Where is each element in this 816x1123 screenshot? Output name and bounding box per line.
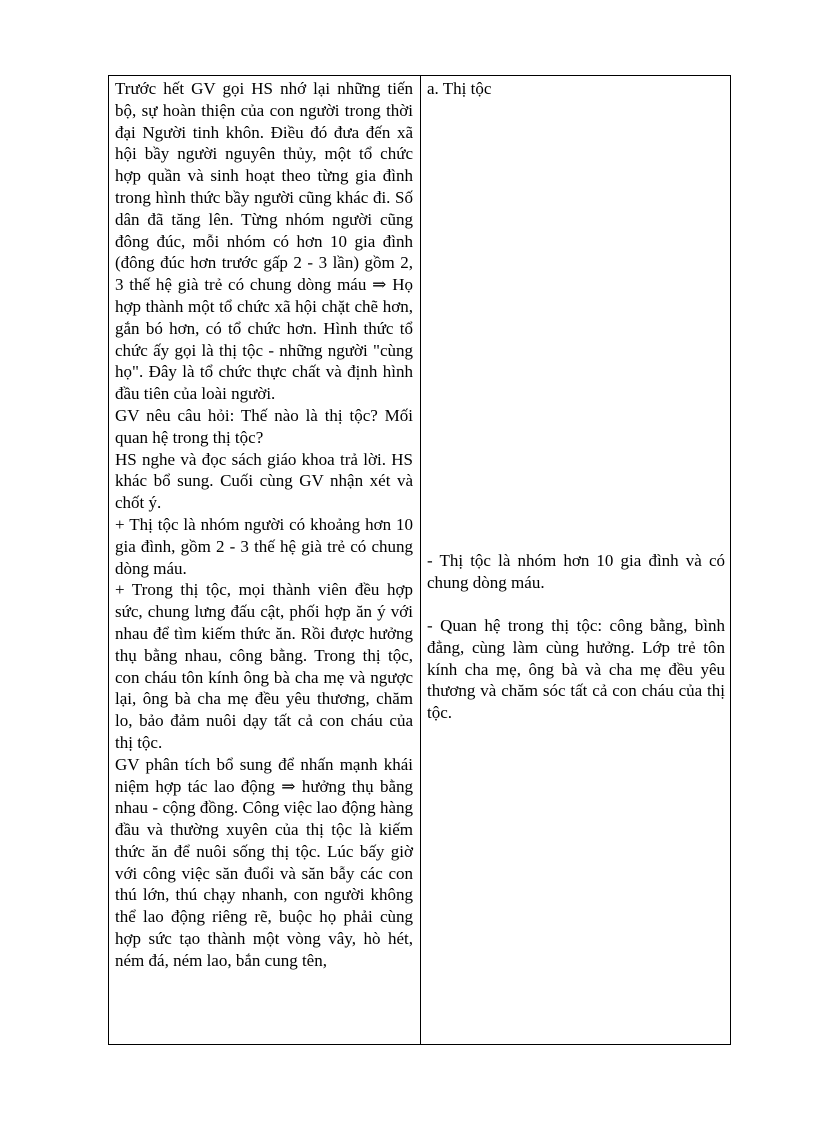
section-heading: a. Thị tộc <box>427 79 492 98</box>
clan-definition-answer: + Thị tộc là nhóm người có khoảng hơn 10 gia đình, gồm 2 - 3 thế hệ già trẻ có chung dòng máu. <box>115 514 413 578</box>
teacher-student-activities-column <box>115 78 413 972</box>
intro-paragraph: Trước hết GV gọi HS nhớ lại những tiến bộ, sự hoàn thiện của con người trong thời đại Người tinh khôn. Điều đó đưa đến xã hội bầy người nguyên thủy, một tổ chức hợp quần và sinh hoạt theo từng gia đình trong hình thức bầy người cũng khác đi. Số dân đã tăng lên. Từng nhóm người cũng đông đúc, mỗi nhóm có hơn 10 gia đình (đông đúc hơn trước gấp 2 - 3 lần) gồm 2, 3 thế hệ già trẻ có chung dòng máu ⇒ Họ hợp thành một tổ chức xã hội chặt chẽ hơn, gắn bó hơn, có tổ chức hơn. Hình thức tổ chức ấy gọi là thị tộc - những người "cùng họ". Đây là tổ chức thực chất và định hình đầu tiên của loài người. <box>115 79 413 404</box>
student-response: HS nghe và đọc sách giáo khoa trả lời. HS khác bổ sung. Cuối cùng GV nhận xét và chốt ý. <box>115 449 413 513</box>
teacher-analysis: GV phân tích bổ sung để nhấn mạnh khái niệm hợp tác lao động ⇒ hưởng thụ bằng nhau - cộng đồng. Công việc lao động hàng đầu và thường xuyên của thị tộc là kiếm thức ăn để nuôi sống thị tộc. Lúc bấy giờ với công việc săn đuổi và săn bẫy các con thú lớn, thú chạy nhanh, con người không thể lao động riêng rẽ, buộc họ phải cùng hợp sức tạo thành một vòng vây, hò hét, ném đá, ném lao, bắn cung tên, <box>115 754 413 970</box>
clan-relations-answer: + Trong thị tộc, mọi thành viên đều hợp sức, chung lưng đấu cật, phối hợp ăn ý với nhau để tìm kiếm thức ăn. Rồi được hưởng thụ bằng nhau, công bằng. Trong thị tộc, con cháu tôn kính ông bà cha mẹ và ngược lại, ông bà cha mẹ đều yêu thương, chăm lo, bảo đảm nuôi dạy tất cả con cháu của thị tộc. <box>115 580 413 752</box>
clan-relations-note: - Quan hệ trong thị tộc: công bằng, bình đẳng, cùng làm cùng hưởng. Lớp trẻ tôn kính cha mẹ, ông bà và cha mẹ đều yêu thương và chăm sóc tất cả con cháu của thị tộc. <box>427 616 725 723</box>
clan-definition-note: - Thị tộc là nhóm hơn 10 gia đình và có chung dòng máu. <box>427 551 725 592</box>
teacher-question: GV nêu câu hỏi: Thế nào là thị tộc? Mối quan hệ trong thị tộc? <box>115 405 413 447</box>
column-divider <box>420 76 421 1044</box>
lesson-table <box>108 75 731 1045</box>
